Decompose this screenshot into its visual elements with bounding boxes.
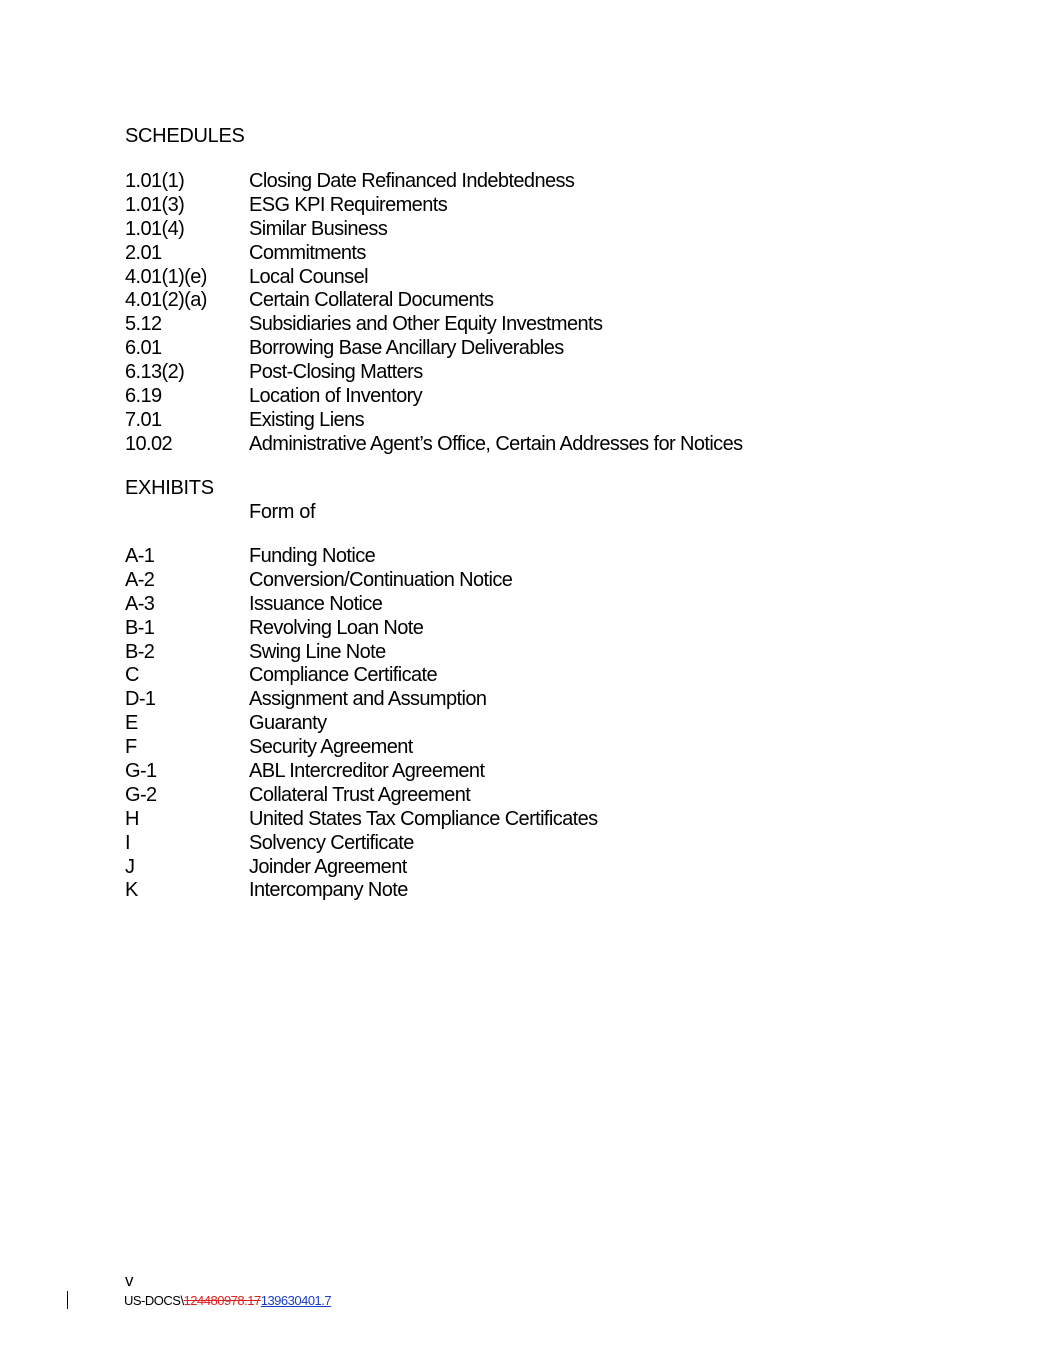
schedule-row (125, 409, 743, 433)
document-id-deleted: 124480978.17 (183, 1293, 261, 1308)
exhibit-code: K (125, 879, 138, 902)
schedules-list (125, 170, 743, 457)
exhibit-row (125, 569, 598, 593)
exhibit-title: ABL Intercreditor Agreement (249, 760, 485, 783)
schedule-code: 5.12 (125, 313, 162, 336)
schedule-code: 10.02 (125, 432, 173, 455)
schedule-title: Borrowing Base Ancillary Deliverables (249, 337, 564, 360)
exhibit-code: A-2 (125, 568, 155, 591)
document-id (124, 1293, 331, 1308)
schedule-title: Similar Business (249, 217, 388, 240)
exhibit-row (125, 641, 598, 665)
exhibit-code: I (125, 831, 130, 854)
schedule-code: 4.01(1)(e) (125, 265, 207, 288)
exhibits-subheading: Form of (249, 501, 316, 523)
schedule-code: 6.13(2) (125, 361, 185, 384)
schedule-title: Certain Collateral Documents (249, 289, 494, 312)
exhibit-title: Swing Line Note (249, 640, 386, 663)
schedule-row (125, 361, 743, 385)
schedule-title: Location of Inventory (249, 385, 423, 408)
exhibit-title: Security Agreement (249, 736, 413, 759)
exhibit-row (125, 760, 598, 784)
exhibit-code: F (125, 736, 137, 759)
schedule-title: ESG KPI Requirements (249, 193, 448, 216)
schedule-title: Local Counsel (249, 265, 368, 288)
schedule-code: 6.01 (125, 337, 162, 360)
schedule-code: 1.01(3) (125, 193, 185, 216)
schedule-title: Existing Liens (249, 408, 364, 431)
exhibit-code: A-1 (125, 545, 155, 567)
schedule-code: 6.19 (125, 385, 162, 408)
exhibit-row (125, 712, 598, 736)
exhibit-title: Funding Notice (249, 545, 376, 567)
exhibit-title: Solvency Certificate (249, 831, 414, 854)
schedule-row (125, 194, 743, 218)
exhibit-row (125, 617, 598, 641)
schedule-row (125, 266, 743, 290)
change-bar (67, 1291, 68, 1309)
page-number: v (125, 1271, 134, 1290)
exhibit-title: Guaranty (249, 712, 327, 735)
exhibit-code: B-2 (125, 640, 155, 663)
exhibit-title: Compliance Certificate (249, 664, 437, 687)
exhibit-row (125, 664, 598, 688)
exhibit-title: Collateral Trust Agreement (249, 783, 471, 806)
schedule-code: 1.01(1) (125, 170, 185, 192)
document-id-inserted: 139630401.7 (260, 1293, 332, 1308)
schedule-row (125, 218, 743, 242)
exhibit-code: B-1 (125, 616, 155, 639)
exhibit-code: G-2 (125, 783, 157, 806)
exhibit-code: E (125, 712, 138, 735)
exhibits-list (125, 545, 598, 903)
schedule-title: Post-Closing Matters (249, 361, 423, 384)
schedule-code: 1.01(4) (125, 217, 185, 240)
schedule-row (125, 170, 743, 194)
schedule-row (125, 433, 743, 457)
exhibit-code: A-3 (125, 592, 155, 615)
exhibits-heading: EXHIBITS (125, 477, 214, 499)
exhibit-title: Issuance Notice (249, 592, 383, 615)
exhibit-row (125, 545, 598, 569)
exhibit-title: Revolving Loan Note (249, 616, 424, 639)
exhibit-row (125, 879, 598, 903)
exhibit-code: C (125, 664, 139, 687)
exhibit-code: G-1 (125, 760, 157, 783)
schedule-row (125, 242, 743, 266)
exhibit-row (125, 736, 598, 760)
schedule-row (125, 337, 743, 361)
exhibit-code: H (125, 807, 139, 830)
exhibit-row (125, 856, 598, 880)
exhibit-row (125, 593, 598, 617)
exhibit-title: Intercompany Note (249, 879, 408, 902)
schedules-heading: SCHEDULES (125, 125, 245, 147)
schedule-title: Administrative Agent’s Office, Certain Addresses for Notices (249, 432, 743, 455)
exhibit-row (125, 784, 598, 808)
exhibit-row (125, 832, 598, 856)
schedule-row (125, 385, 743, 409)
schedule-title: Closing Date Refinanced Indebtedness (249, 170, 575, 192)
document-id-prefix: US-DOCS\ (124, 1293, 184, 1308)
exhibit-title: United States Tax Compliance Certificates (249, 807, 598, 830)
exhibit-code: J (125, 855, 135, 878)
schedule-code: 2.01 (125, 241, 162, 264)
schedule-code: 7.01 (125, 408, 162, 431)
schedule-code: 4.01(2)(a) (125, 289, 207, 312)
schedule-row (125, 313, 743, 337)
exhibit-title: Assignment and Assumption (249, 688, 487, 711)
schedule-title: Subsidiaries and Other Equity Investments (249, 313, 603, 336)
schedule-title: Commitments (249, 241, 366, 264)
exhibit-code: D-1 (125, 688, 156, 711)
exhibit-row (125, 688, 598, 712)
exhibit-title: Conversion/Continuation Notice (249, 568, 513, 591)
schedule-row (125, 289, 743, 313)
exhibit-row (125, 808, 598, 832)
exhibit-title: Joinder Agreement (249, 855, 407, 878)
